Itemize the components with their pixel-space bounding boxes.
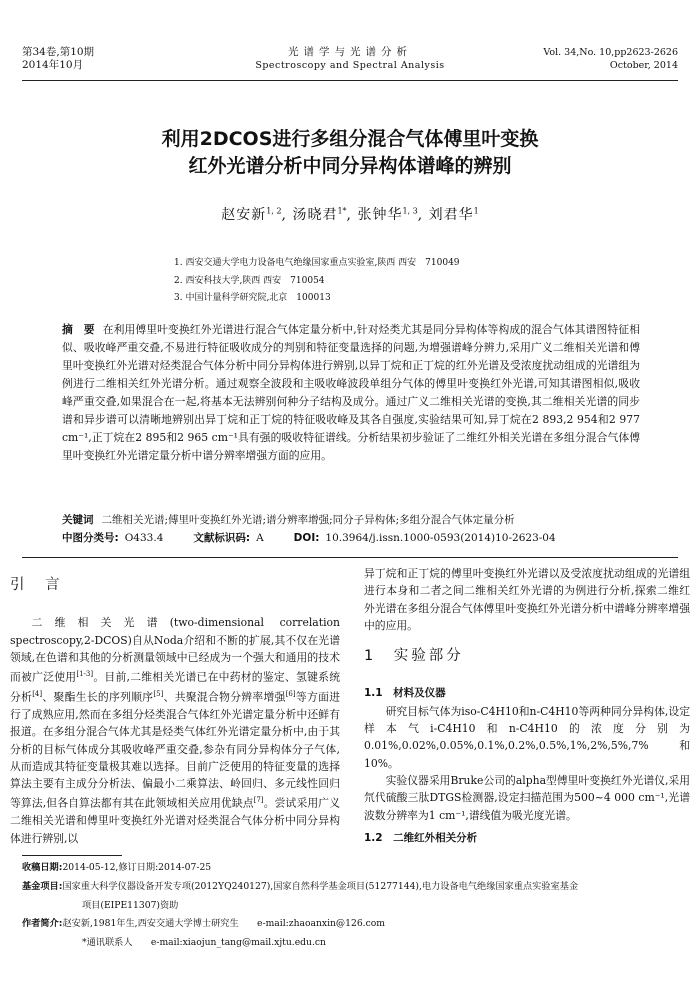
body-paragraph: 二维相关光谱(two-dimensional correlation spectroscopy,2-DCOS)自从Noda介绍和不断的扩展,其不仅在光谱领域,在色谱和其他的分析测量领域中已经成为一个强大和通用的技术而被广泛使用[1-3]。目前,二维相关光谱已在中药材的鉴定、氢键系统分析[4]、聚酯生长的序列顺序[5]、共聚混合物分辨率增强[6]等方面进行了成熟应用,然而在多组分烃类混合气体红外光谱定量分析中还鲜有报道。在多组分混合气体尤其是烃类气体红外光谱定量分析中,由于其分析的目标气体成分其吸收峰严重交叠,参杂有同分异构体分子气体,从而造成其特征变量极其难以选择。目前广泛使用的特征变量的选择算法主要有主成分分析法、偏最小二乘算法、岭回归、多元线性回归等算法,但各自算法都有其在此领域相关应用优缺点[7]。尝试采用广义二维相关光谱和傅里叶变换红外光谱对烃类混合气体分析中同分异构体进行辨别,以 <box>10 616 341 845</box>
clc-label: 中图分类号: <box>62 532 119 544</box>
affiliation-item: 1. 西安交通大学电力设备电气绝缘国家重点实验室,陕西 西安 710049 <box>174 258 460 268</box>
citation-ref: [4] <box>32 690 43 699</box>
volume-issue: 第34卷,第10期 <box>22 46 95 58</box>
section-heading-introduction: 引 言 <box>10 577 63 593</box>
footnote-dates: 收稿日期:2014-05-12,修订日期:2014-07-25 <box>22 862 212 873</box>
footnote-divider <box>22 855 122 856</box>
body-paragraph: 研究目标气体为iso-C4H10和n-C4H10等两种同分异构体,设定样本气i-C4H10和n-C4H10的浓度分别为0.01%,0.02%,0.05%,0.1%,0.2%,0.5%,1%,2%,5%,7%和10%。 <box>364 704 690 770</box>
footnote-corresponding: *通讯联系人 e-mail:xiaojun_tang@mail.xjtu.edu.cn <box>82 937 326 949</box>
header-divider <box>22 80 678 81</box>
abstract-label: 摘 要 <box>62 323 95 336</box>
doi-value: 10.3964/j.issn.1000-0593(2014)10-2623-04 <box>325 532 556 544</box>
doc-code-label: 文献标识码: <box>193 532 251 544</box>
journal-name-en: Spectroscopy and Spectral Analysis <box>255 60 445 71</box>
footnote-funding: 基金项目:国家重大科学仪器设备开发专项(2012YQ240127),国家自然科学基金项目(51277144),电力设备电气绝缘国家重点实验室基金 <box>22 880 579 892</box>
journal-name-zh: 光谱学与光谱分析 <box>288 46 412 58</box>
author-affil-mark: 1, 2 <box>266 206 282 216</box>
author-affil-mark: 1 <box>473 206 479 216</box>
keywords <box>62 511 642 529</box>
author-affil-mark: 1, 3 <box>402 206 418 216</box>
abstract <box>62 321 640 465</box>
citation-ref: [5] <box>153 690 164 699</box>
author-affil-mark: 1* <box>337 206 347 216</box>
affiliation-item: 3. 中国计量科学研究院,北京 100013 <box>174 293 331 303</box>
subsection-heading-2d-analysis: 1.2 二维红外相关分析 <box>364 831 478 844</box>
keywords-text: 二维相关光谱;傅里叶变换红外光谱;谱分辨率增强;同分子异构体;多组分混合气体定量分析 <box>101 514 515 526</box>
affiliations <box>174 255 460 308</box>
abstract-divider <box>22 557 678 558</box>
running-header <box>22 46 678 80</box>
issue-date: 2014年10月 <box>22 59 84 71</box>
title-line-2: 红外光谱分析中同分异构体谱峰的辨别 <box>188 155 512 177</box>
title-line-1: 利用2DCOS进行多组分混合气体傅里叶变换 <box>161 128 539 150</box>
citation-ref: [6] <box>285 690 296 699</box>
doi-label: DOI: <box>293 532 320 544</box>
abstract-text: 在利用傅里叶变换红外光谱进行混合气体定量分析中,针对烃类尤其是同分异构体等构成的混合气体其谱图特征相似、吸收峰严重交叠,不易进行特征吸收成分的判别和特征变量选择的问题,为增强谱峰分辨力,采用广义二维相关光谱和傅里叶变换红外光谱对烃类混合气体分析中同分异构体进行辨别,以异丁烷和正丁烷的红外光谱及受浓度扰动组成的光谱组为例进行二维相关红外光谱分析。通过观察全波段和主吸收峰波段单组分气体的傅里叶变换红外光谱,可知其谱图相似,吸收峰严重交叠,如果混合在一起,将基本无法辨别何种分子结构及成分。通过广义二维相关光谱的变换,其二维相关光谱的同步谱和异步谱可以清晰地辨别出异丁烷和正丁烷的特征吸收峰及其各自强度,实验结果可知,异丁烷在2 893,2 954和2 977 cm⁻¹,正丁烷在2 895和2 965 cm⁻¹具有强的吸收特征谱线。分析结果初步验证了二维红外相关光谱在多组分混合气体傅里叶变换红外光谱定量分析中谱分辨率增强方面的应用。 <box>62 323 640 462</box>
paper-title <box>0 126 700 180</box>
volume-pages: Vol. 34,No. 10,pp2623-2626 <box>543 47 678 58</box>
clc-value: O433.4 <box>124 532 164 544</box>
subsection-heading-materials: 1.1 材料及仪器 <box>364 687 446 700</box>
citation-ref: [7] <box>253 796 264 805</box>
author-name: 刘君华 <box>428 207 474 223</box>
author-name: 汤晓君 <box>292 207 338 223</box>
author-name: 张钟华 <box>357 207 403 223</box>
classification-line <box>62 529 642 547</box>
doc-code-value: A <box>256 532 264 544</box>
issue-month: October, 2014 <box>609 60 678 71</box>
body-paragraph: 实验仪器采用Bruke公司的alpha型傅里叶变换红外光谱仪,采用氘代硫酸三肽DTGS检测器,设定扫描范围为500~4 000 cm⁻¹,光谱波数分辨率为1 cm⁻¹,谱线值为吸光度光谱。 <box>364 773 690 822</box>
keywords-label: 关键词 <box>62 514 94 526</box>
footnote-funding-cont: 项目(EIPE11307)资助 <box>82 899 179 911</box>
author-name: 赵安新 <box>221 207 267 223</box>
section-heading-experimental: 1 实验部分 <box>364 648 464 665</box>
footnotes <box>22 859 682 953</box>
citation-ref: [1-3] <box>76 670 94 679</box>
body-column-left <box>10 565 340 847</box>
body-paragraph: 异丁烷和正丁烷的傅里叶变换红外光谱以及受浓度扰动组成的光谱组进行本身和二者之间二维相关红外光谱的为例进行分析,探索二维红外光谱在多组分混合气体傅里叶变换红外光谱分析中谱峰分辨率增强中的应用。 <box>364 567 690 632</box>
affiliation-item: 2. 西安科技大学,陕西 西安 710054 <box>174 275 325 286</box>
body-column-right <box>364 565 690 847</box>
footnote-author-bio: 作者简介:赵安新,1981年生,西安交通大学博士研究生 e-mail:zhaoanxin@126.com <box>22 918 385 930</box>
author-list: 赵安新$^{1, 2}$, 汤晓君$^{1*}$, 张钟华$^{1, 3}$, 刘君华$^1$ <box>221 206 479 223</box>
journal-pages-info <box>543 46 678 72</box>
